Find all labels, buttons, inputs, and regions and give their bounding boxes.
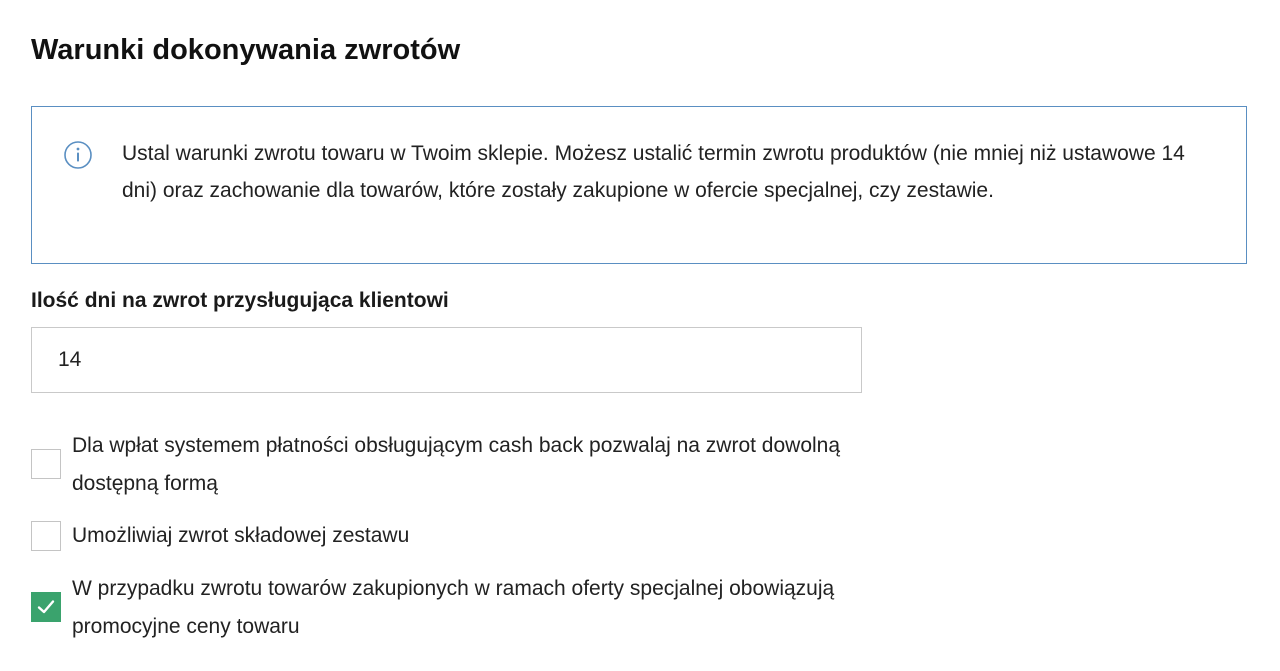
- info-icon: [63, 140, 93, 170]
- info-text: Ustal warunki zwrotu towaru w Twoim sklepie. Możesz ustalić termin zwrotu produktów (nie mniej niż ustawowe 14 dni) oraz zachowanie dla towarów, które zostały zakupione w ofercie specjalnej, czy zestawie.: [122, 142, 1185, 202]
- bundle-component-checkbox[interactable]: [31, 521, 61, 551]
- cashback-checkbox[interactable]: [31, 449, 61, 479]
- cashback-option-label: Dla wpłat systemem płatności obsługującym cash back pozwalaj na zwrot dowolną dostępną formą: [72, 434, 841, 495]
- check-icon: [37, 599, 55, 615]
- page-title: Warunki dokonywania zwrotów: [31, 34, 461, 66]
- return-days-label: Ilość dni na zwrot przysługująca klientowi: [31, 289, 449, 312]
- info-box: [31, 106, 1247, 264]
- bundle-component-option-label: Umożliwiaj zwrot składowej zestawu: [72, 524, 410, 547]
- special-offer-checkbox[interactable]: [31, 592, 61, 622]
- special-offer-option-label: W przypadku zwrotu towarów zakupionych w ramach oferty specjalnej obowiązują promocyjne ceny towaru: [72, 577, 835, 638]
- return-days-input[interactable]: [31, 327, 862, 393]
